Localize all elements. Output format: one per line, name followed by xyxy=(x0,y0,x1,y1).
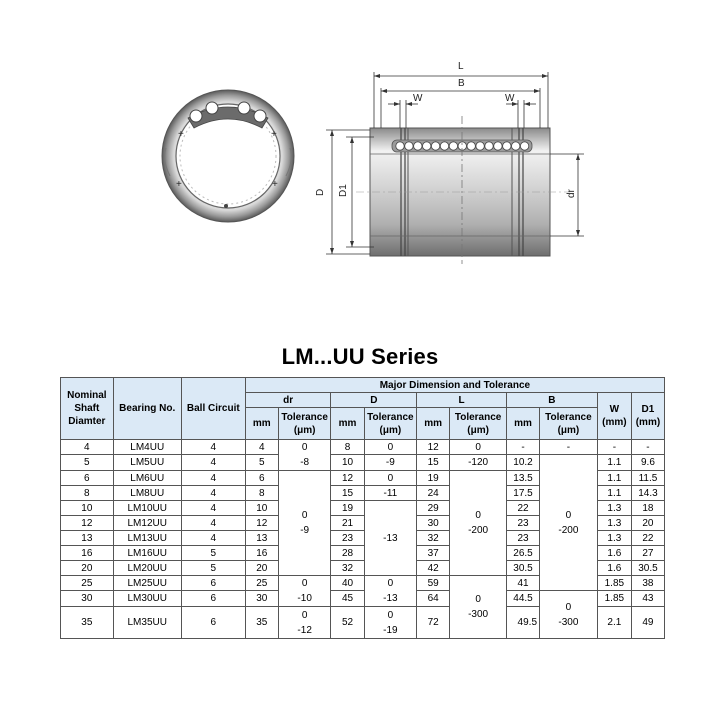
cell-W: 1.1 xyxy=(597,486,631,501)
cell-shaft: 25 xyxy=(61,576,114,591)
ball xyxy=(485,142,493,150)
cell-dr-mm: 30 xyxy=(245,591,278,607)
label-B: B xyxy=(458,78,465,89)
cell-L-tol: 0 -300 xyxy=(450,576,507,639)
header-tolerance: Tolerance (μm) xyxy=(450,408,507,440)
cell-circuit: 6 xyxy=(181,607,245,639)
cell-W: 1.6 xyxy=(597,561,631,576)
cell-D1: 22 xyxy=(631,531,664,546)
cell-B-tol: - xyxy=(540,440,598,455)
cell-circuit: 6 xyxy=(181,591,245,607)
cell-B-mm: 49.5 xyxy=(506,607,539,639)
spec-table xyxy=(60,377,665,639)
header-ball-circuit: Ball Circuit xyxy=(181,378,245,440)
header-mm: mm xyxy=(417,408,450,440)
cell-B-mm: 41 xyxy=(506,576,539,591)
cell-D-mm: 40 xyxy=(331,576,364,591)
series-title: LM...UU Series xyxy=(281,344,439,369)
cell-W: 1.3 xyxy=(597,531,631,546)
cell-dr-mm: 6 xyxy=(245,471,278,486)
cell-bearing: LM8UU xyxy=(113,486,181,501)
cell-D1: - xyxy=(631,440,664,455)
cell-bearing: LM35UU xyxy=(113,607,181,639)
cell-D-mm: 10 xyxy=(331,455,364,471)
cell-W: 2.1 xyxy=(597,607,631,639)
cell-circuit: 4 xyxy=(181,501,245,516)
cell-D-mm: 21 xyxy=(331,516,364,531)
ball xyxy=(238,102,250,114)
cell-L-mm: 32 xyxy=(417,531,450,546)
table-row xyxy=(61,591,665,607)
label-dr: dr xyxy=(566,189,577,198)
ball xyxy=(476,142,484,150)
cell-W: 1.85 xyxy=(597,591,631,607)
cell-D1: 11.5 xyxy=(631,471,664,486)
cell-D-mm: 12 xyxy=(331,471,364,486)
cell-shaft: 6 xyxy=(61,471,114,486)
cell-bearing: LM20UU xyxy=(113,561,181,576)
cell-D1: 30.5 xyxy=(631,561,664,576)
cell-L-mm: 24 xyxy=(417,486,450,501)
cell-shaft: 35 xyxy=(61,607,114,639)
cell-W: 1.3 xyxy=(597,516,631,531)
cell-D-tol: 0 -19 xyxy=(364,607,417,639)
cell-D-mm: 32 xyxy=(331,561,364,576)
cell-D-tol: -9 xyxy=(364,455,417,471)
label-W-right: W xyxy=(505,93,515,104)
ball xyxy=(206,102,218,114)
ball xyxy=(512,142,520,150)
side-view xyxy=(356,116,570,264)
cell-L-mm: 12 xyxy=(417,440,450,455)
cell-bearing: LM6UU xyxy=(113,471,181,486)
cell-D-tol: -11 xyxy=(364,486,417,501)
cell-L-tol: 0 -200 xyxy=(450,471,507,576)
ball xyxy=(431,142,439,150)
cell-L-mm: 15 xyxy=(417,455,450,471)
cell-D-tol: 0 xyxy=(364,440,417,455)
cell-dr-mm: 20 xyxy=(245,561,278,576)
plus-marker: + xyxy=(176,179,182,190)
header-nominal: Nominal Shaft Diamter xyxy=(61,378,114,440)
cell-D1: 14.3 xyxy=(631,486,664,501)
cell-B-mm: 17.5 xyxy=(506,486,539,501)
ball xyxy=(440,142,448,150)
cell-D1: 38 xyxy=(631,576,664,591)
header-mm: mm xyxy=(506,408,539,440)
cell-dr-tol: 0 -12 xyxy=(278,607,331,639)
cell-B-mm: - xyxy=(506,440,539,455)
cell-dr-tol: 0 -8 xyxy=(278,440,331,471)
ball xyxy=(190,110,202,122)
cell-circuit: 5 xyxy=(181,546,245,561)
header-tolerance: Tolerance (μm) xyxy=(364,408,417,440)
cell-W: 1.85 xyxy=(597,576,631,591)
cell-L-mm: 59 xyxy=(417,576,450,591)
cell-D1: 18 xyxy=(631,501,664,516)
end-view xyxy=(162,90,294,222)
cell-B-tol: 0 -300 xyxy=(540,591,598,639)
ball xyxy=(396,142,404,150)
cell-shaft: 12 xyxy=(61,516,114,531)
header-D: D xyxy=(331,393,417,408)
header-dr: dr xyxy=(245,393,331,408)
cell-D1: 20 xyxy=(631,516,664,531)
cell-circuit: 6 xyxy=(181,576,245,591)
cell-dr-mm: 5 xyxy=(245,455,278,471)
cell-circuit: 4 xyxy=(181,471,245,486)
cell-W: 1.1 xyxy=(597,471,631,486)
cell-D-mm: 52 xyxy=(331,607,364,639)
cell-shaft: 13 xyxy=(61,531,114,546)
cell-B-mm: 23 xyxy=(506,531,539,546)
cell-D-tol: 0 -13 xyxy=(364,576,417,607)
header-major: Major Dimension and Tolerance xyxy=(245,378,664,393)
cell-D1: 27 xyxy=(631,546,664,561)
cell-circuit: 4 xyxy=(181,516,245,531)
cell-shaft: 16 xyxy=(61,546,114,561)
label-L: L xyxy=(458,61,464,72)
cell-shaft: 10 xyxy=(61,501,114,516)
cell-shaft: 4 xyxy=(61,440,114,455)
cell-dr-mm: 8 xyxy=(245,486,278,501)
cell-L-mm: 19 xyxy=(417,471,450,486)
cell-dr-mm: 35 xyxy=(245,607,278,639)
cell-D-tol: 0 xyxy=(364,471,417,486)
ball xyxy=(423,142,431,150)
cell-B-tol: 0 -200 xyxy=(540,455,598,591)
cell-circuit: 4 xyxy=(181,486,245,501)
cell-bearing: LM25UU xyxy=(113,576,181,591)
header-B: B xyxy=(506,393,597,408)
cell-L-mm: 37 xyxy=(417,546,450,561)
header-L: L xyxy=(417,393,507,408)
cell-L-mm: 64 xyxy=(417,591,450,607)
ball xyxy=(520,142,528,150)
cell-bearing: LM10UU xyxy=(113,501,181,516)
cell-dr-mm: 13 xyxy=(245,531,278,546)
cell-dr-mm: 25 xyxy=(245,576,278,591)
ball xyxy=(467,142,475,150)
cell-D-mm: 19 xyxy=(331,501,364,516)
cell-bearing: LM16UU xyxy=(113,546,181,561)
cell-circuit: 4 xyxy=(181,455,245,471)
bearing-drawing-svg xyxy=(0,0,720,300)
cell-bearing: LM12UU xyxy=(113,516,181,531)
cell-bearing: LM13UU xyxy=(113,531,181,546)
cell-shaft: 20 xyxy=(61,561,114,576)
cell-D-mm: 23 xyxy=(331,531,364,546)
ball xyxy=(405,142,413,150)
cell-D1: 9.6 xyxy=(631,455,664,471)
cell-W: 1.3 xyxy=(597,501,631,516)
cell-L-mm: 30 xyxy=(417,516,450,531)
header-bearing-no: Bearing No. xyxy=(113,378,181,440)
cell-L-mm: 42 xyxy=(417,561,450,576)
cell-shaft: 30 xyxy=(61,591,114,607)
label-W-left: W xyxy=(413,93,423,104)
cell-D-mm: 8 xyxy=(331,440,364,455)
cell-B-mm: 30.5 xyxy=(506,561,539,576)
cell-W: 1.6 xyxy=(597,546,631,561)
ball xyxy=(494,142,502,150)
header-D1: D1 (mm) xyxy=(631,393,664,440)
plus-marker: + xyxy=(271,129,277,140)
table-row xyxy=(61,440,665,455)
cell-B-mm: 22 xyxy=(506,501,539,516)
label-D: D xyxy=(315,188,326,196)
cell-L-tol: -120 xyxy=(450,455,507,471)
cell-dr-mm: 10 xyxy=(245,501,278,516)
cell-dr-mm: 12 xyxy=(245,516,278,531)
header-mm: mm xyxy=(245,408,278,440)
cell-circuit: 4 xyxy=(181,531,245,546)
cell-B-mm: 23 xyxy=(506,516,539,531)
ball xyxy=(449,142,457,150)
ball xyxy=(503,142,511,150)
cell-shaft: 5 xyxy=(61,455,114,471)
cell-B-mm: 13.5 xyxy=(506,471,539,486)
cell-shaft: 8 xyxy=(61,486,114,501)
header-tolerance: Tolerance (μm) xyxy=(540,408,598,440)
cell-L-mm: 72 xyxy=(417,607,450,639)
plus-marker: + xyxy=(178,129,184,140)
cell-dr-mm: 16 xyxy=(245,546,278,561)
cell-D1: 49 xyxy=(631,607,664,639)
cell-bearing: LM5UU xyxy=(113,455,181,471)
table-row xyxy=(61,455,665,471)
cell-L-tol: 0 xyxy=(450,440,507,455)
cell-D-mm: 15 xyxy=(331,486,364,501)
label-D1: D1 xyxy=(338,184,349,197)
plus-marker: + xyxy=(272,179,278,190)
cell-W: 1.1 xyxy=(597,455,631,471)
header-mm: mm xyxy=(331,408,364,440)
cell-L-mm: 29 xyxy=(417,501,450,516)
cell-dr-tol: 0 -9 xyxy=(278,471,331,576)
cell-circuit: 5 xyxy=(181,561,245,576)
technical-drawing xyxy=(0,0,720,300)
cell-B-mm: 26.5 xyxy=(506,546,539,561)
cell-B-mm: 10.2 xyxy=(506,455,539,471)
cell-D-mm: 28 xyxy=(331,546,364,561)
cell-bearing: LM4UU xyxy=(113,440,181,455)
cell-dr-tol: 0 -10 xyxy=(278,576,331,607)
cell-D-tol: -13 xyxy=(364,501,417,576)
cell-bearing: LM30UU xyxy=(113,591,181,607)
header-tolerance: Tolerance (μm) xyxy=(278,408,331,440)
cell-dr-mm: 4 xyxy=(245,440,278,455)
cell-B-mm: 44.5 xyxy=(506,591,539,607)
cell-D-mm: 45 xyxy=(331,591,364,607)
ball xyxy=(254,110,266,122)
cell-W: - xyxy=(597,440,631,455)
header-W: W (mm) xyxy=(597,393,631,440)
ball xyxy=(414,142,422,150)
cell-D1: 43 xyxy=(631,591,664,607)
cell-circuit: 4 xyxy=(181,440,245,455)
